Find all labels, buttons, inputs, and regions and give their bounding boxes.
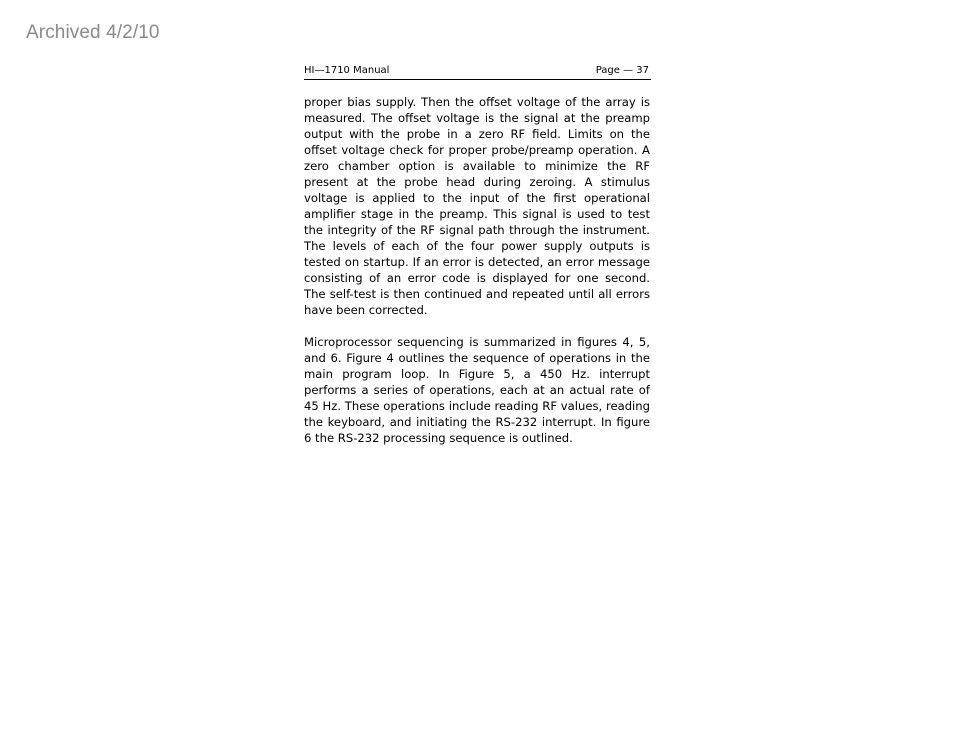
paragraph-2: Microprocessor sequencing is summarized in figures 4, 5, and 6. Figure 4 outlines the sequence of operations in the main program loop. In Figure 5, a 450 Hz. interrupt performs a series of operations, each at an actual rate of 45 Hz. These operations include reading RF values, reading the keyboard, and initiating the RS-232 interrupt. In figure 6 the RS-232 processing sequence is outlined. [304,335,650,445]
paragraph-1: proper bias supply. Then the offset voltage of the array is measured. The offset voltage is the signal at the preamp output with the probe in a zero RF field. Limits on the offset voltage check for proper probe/preamp operation. A zero chamber option is available to minimize the RF present at the probe head during zeroing. A stimulus voltage is applied to the input of the first operational amplifier stage in the preamp. This signal is used to test the integrity of the RF signal path through the instrument. The levels of each of the four power supply outputs is tested on startup. If an error is detected, an error message consisting of an error code is displayed for one second. The self-test is then continued and repeated until all errors have been corrected. [304,95,650,317]
page-number: Page — 37 [595,65,649,76]
page-header [304,64,651,80]
manual-title: HI—1710 Manual [304,65,390,76]
archived-watermark: Archived 4/2/10 [26,22,160,43]
body-text [304,94,650,462]
